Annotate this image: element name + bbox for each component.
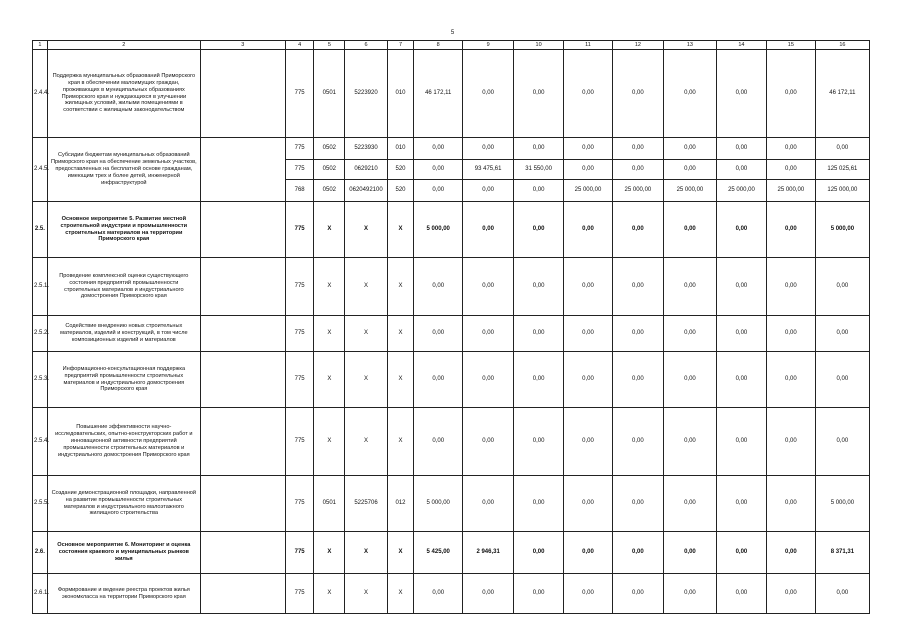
row-description: Содействие внедрению новых строительных материалов, изделий и конструкций, в том числе композиционных изделий и материалов bbox=[47, 316, 200, 352]
amount-cell: 0,00 bbox=[463, 574, 514, 614]
amount-cell: 0,00 bbox=[612, 476, 663, 532]
amount-cell: 0,00 bbox=[663, 352, 716, 408]
amount-cell: 93 475,61 bbox=[463, 160, 514, 180]
code-cell: 775 bbox=[285, 138, 314, 160]
amount-cell: 0,00 bbox=[815, 138, 869, 160]
amount-cell: 0,00 bbox=[716, 574, 766, 614]
amount-cell: 25 000,00 bbox=[612, 180, 663, 202]
amount-cell: 0,00 bbox=[716, 50, 766, 138]
table-row bbox=[33, 574, 870, 614]
amount-cell: 46 172,11 bbox=[414, 50, 463, 138]
amount-cell: 0,00 bbox=[612, 50, 663, 138]
amount-cell: 0,00 bbox=[612, 408, 663, 476]
code-cell: 0629210 bbox=[345, 160, 387, 180]
code-cell: 775 bbox=[285, 258, 314, 316]
row-description: Основное мероприятие 6. Мониторинг и оценка состояния краевого и муниципальных рынков жилья bbox=[47, 532, 200, 574]
code-cell: 775 bbox=[285, 408, 314, 476]
amount-cell: 0,00 bbox=[663, 138, 716, 160]
code-cell: X bbox=[345, 408, 387, 476]
amount-cell: 0,00 bbox=[463, 316, 514, 352]
column-header: 15 bbox=[766, 41, 815, 50]
amount-cell: 25 000,00 bbox=[766, 180, 815, 202]
responsible-cell bbox=[200, 50, 285, 138]
amount-cell: 0,00 bbox=[612, 352, 663, 408]
table-row bbox=[33, 138, 870, 160]
row-description: Повышение эффективности научно-исследовательских, опытно-конструкторских работ и инновационной активности предприятий промышленности строительных материалов и индустриального домостроения Приморского края bbox=[47, 408, 200, 476]
row-description: Проведение комплексной оценки существующего состояния предприятий промышленности строительных материалов и индустриального домостроения Приморского края bbox=[47, 258, 200, 316]
amount-cell: 5 000,00 bbox=[414, 202, 463, 258]
responsible-cell bbox=[200, 352, 285, 408]
amount-cell: 8 371,31 bbox=[815, 532, 869, 574]
code-cell: X bbox=[387, 202, 414, 258]
column-header: 12 bbox=[612, 41, 663, 50]
amount-cell: 0,00 bbox=[612, 258, 663, 316]
amount-cell: 0,00 bbox=[716, 258, 766, 316]
code-cell: 520 bbox=[387, 160, 414, 180]
amount-cell: 0,00 bbox=[514, 352, 564, 408]
amount-cell: 0,00 bbox=[414, 316, 463, 352]
code-cell: 0620492100 bbox=[345, 180, 387, 202]
amount-cell: 0,00 bbox=[716, 408, 766, 476]
amount-cell: 0,00 bbox=[815, 316, 869, 352]
amount-cell: 0,00 bbox=[514, 138, 564, 160]
amount-cell: 25 000,00 bbox=[564, 180, 613, 202]
amount-cell: 2 946,31 bbox=[463, 532, 514, 574]
column-header: 11 bbox=[564, 41, 613, 50]
code-cell: X bbox=[314, 408, 345, 476]
column-header: 7 bbox=[387, 41, 414, 50]
code-cell: X bbox=[314, 316, 345, 352]
table-row bbox=[33, 258, 870, 316]
code-cell: 775 bbox=[285, 202, 314, 258]
column-header: 13 bbox=[663, 41, 716, 50]
amount-cell: 0,00 bbox=[564, 316, 613, 352]
row-description: Создание демонстрационной площадки, направленной на развитие промышленности строительных материалов и индустриального малоэтажного жилищного строительства bbox=[47, 476, 200, 532]
amount-cell: 0,00 bbox=[612, 160, 663, 180]
amount-cell: 0,00 bbox=[766, 258, 815, 316]
amount-cell: 0,00 bbox=[414, 408, 463, 476]
responsible-cell bbox=[200, 574, 285, 614]
row-id: 2.5.2. bbox=[33, 316, 48, 352]
table-row bbox=[33, 202, 870, 258]
code-cell: 768 bbox=[285, 180, 314, 202]
amount-cell: 0,00 bbox=[414, 258, 463, 316]
row-id: 2.5. bbox=[33, 202, 48, 258]
amount-cell: 0,00 bbox=[766, 202, 815, 258]
code-cell: 775 bbox=[285, 160, 314, 180]
amount-cell: 125 000,00 bbox=[815, 180, 869, 202]
code-cell: X bbox=[345, 352, 387, 408]
code-cell: X bbox=[314, 352, 345, 408]
amount-cell: 0,00 bbox=[716, 202, 766, 258]
amount-cell: 0,00 bbox=[663, 316, 716, 352]
amount-cell: 0,00 bbox=[463, 180, 514, 202]
amount-cell: 0,00 bbox=[514, 180, 564, 202]
column-header: 10 bbox=[514, 41, 564, 50]
row-description: Поддержка муниципальных образований Приморского края в обеспечении малоимущих граждан, проживающих в муниципальных образованиях Приморского края и нуждающихся в улучшении жилищных условий, жилыми помещениями в соответствии с жилищным законодательством bbox=[47, 50, 200, 138]
code-cell: 5223930 bbox=[345, 138, 387, 160]
amount-cell: 0,00 bbox=[663, 160, 716, 180]
amount-cell: 5 000,00 bbox=[815, 476, 869, 532]
amount-cell: 0,00 bbox=[663, 408, 716, 476]
row-description: Формирование и ведение реестра проектов жилья экономкласса на территории Приморского края bbox=[47, 574, 200, 614]
code-cell: 010 bbox=[387, 138, 414, 160]
amount-cell: 5 000,00 bbox=[414, 476, 463, 532]
row-id: 2.5.5. bbox=[33, 476, 48, 532]
amount-cell: 0,00 bbox=[514, 258, 564, 316]
amount-cell: 0,00 bbox=[564, 160, 613, 180]
amount-cell: 0,00 bbox=[716, 532, 766, 574]
amount-cell: 0,00 bbox=[414, 138, 463, 160]
amount-cell: 0,00 bbox=[463, 202, 514, 258]
amount-cell: 0,00 bbox=[414, 180, 463, 202]
column-header: 16 bbox=[815, 41, 869, 50]
responsible-cell bbox=[200, 138, 285, 202]
amount-cell: 0,00 bbox=[766, 138, 815, 160]
amount-cell: 0,00 bbox=[463, 258, 514, 316]
column-header: 1 bbox=[33, 41, 48, 50]
amount-cell: 0,00 bbox=[815, 408, 869, 476]
code-cell: 0501 bbox=[314, 476, 345, 532]
header-row bbox=[33, 41, 870, 50]
amount-cell: 0,00 bbox=[514, 574, 564, 614]
amount-cell: 5 425,00 bbox=[414, 532, 463, 574]
code-cell: X bbox=[387, 408, 414, 476]
amount-cell: 0,00 bbox=[514, 408, 564, 476]
amount-cell: 0,00 bbox=[766, 316, 815, 352]
code-cell: X bbox=[345, 202, 387, 258]
amount-cell: 0,00 bbox=[514, 476, 564, 532]
code-cell: X bbox=[387, 352, 414, 408]
amount-cell: 5 000,00 bbox=[815, 202, 869, 258]
column-header: 4 bbox=[285, 41, 314, 50]
code-cell: X bbox=[345, 532, 387, 574]
column-header: 2 bbox=[47, 41, 200, 50]
table-row bbox=[33, 352, 870, 408]
responsible-cell bbox=[200, 316, 285, 352]
amount-cell: 25 000,00 bbox=[716, 180, 766, 202]
table-row bbox=[33, 408, 870, 476]
row-description: Основное мероприятие 5. Развитие местной строительной индустрии и промышленности строительных материалов на территории Приморского края bbox=[47, 202, 200, 258]
table-row bbox=[33, 316, 870, 352]
code-cell: 010 bbox=[387, 50, 414, 138]
code-cell: 520 bbox=[387, 180, 414, 202]
code-cell: X bbox=[314, 532, 345, 574]
amount-cell: 0,00 bbox=[663, 532, 716, 574]
code-cell: 0501 bbox=[314, 50, 345, 138]
amount-cell: 125 025,61 bbox=[815, 160, 869, 180]
amount-cell: 0,00 bbox=[766, 408, 815, 476]
amount-cell: 0,00 bbox=[766, 50, 815, 138]
amount-cell: 0,00 bbox=[766, 160, 815, 180]
amount-cell: 0,00 bbox=[663, 574, 716, 614]
row-description: Субсидии бюджетам муниципальных образований Приморского края на обеспечение земельных участков, предоставленных на бесплатной основе гражданам, имеющим трех и более детей, инженерной инфраструктурой bbox=[47, 138, 200, 202]
code-cell: X bbox=[314, 258, 345, 316]
amount-cell: 0,00 bbox=[663, 202, 716, 258]
amount-cell: 0,00 bbox=[663, 258, 716, 316]
amount-cell: 0,00 bbox=[564, 138, 613, 160]
column-header: 14 bbox=[716, 41, 766, 50]
code-cell: X bbox=[314, 574, 345, 614]
amount-cell: 0,00 bbox=[716, 316, 766, 352]
amount-cell: 0,00 bbox=[766, 574, 815, 614]
row-id: 2.4.4. bbox=[33, 50, 48, 138]
responsible-cell bbox=[200, 532, 285, 574]
amount-cell: 0,00 bbox=[514, 202, 564, 258]
amount-cell: 0,00 bbox=[414, 352, 463, 408]
amount-cell: 0,00 bbox=[663, 476, 716, 532]
table-row bbox=[33, 50, 870, 138]
code-cell: X bbox=[314, 202, 345, 258]
table-row bbox=[33, 476, 870, 532]
row-id: 2.6.1. bbox=[33, 574, 48, 614]
responsible-cell bbox=[200, 408, 285, 476]
row-description: Информационно-консультационная поддержка предприятий промышленности строительных материалов и индустриального домостроения Приморского края bbox=[47, 352, 200, 408]
code-cell: 775 bbox=[285, 50, 314, 138]
amount-cell: 0,00 bbox=[564, 532, 613, 574]
amount-cell: 0,00 bbox=[463, 50, 514, 138]
code-cell: 775 bbox=[285, 532, 314, 574]
amount-cell: 0,00 bbox=[716, 476, 766, 532]
amount-cell: 0,00 bbox=[663, 50, 716, 138]
row-id: 2.5.3. bbox=[33, 352, 48, 408]
amount-cell: 25 000,00 bbox=[663, 180, 716, 202]
code-cell: 775 bbox=[285, 574, 314, 614]
code-cell: 0502 bbox=[314, 138, 345, 160]
amount-cell: 0,00 bbox=[564, 50, 613, 138]
amount-cell: 0,00 bbox=[815, 258, 869, 316]
code-cell: 0502 bbox=[314, 160, 345, 180]
amount-cell: 0,00 bbox=[612, 138, 663, 160]
code-cell: 012 bbox=[387, 476, 414, 532]
row-id: 2.4.5. bbox=[33, 138, 48, 202]
amount-cell: 0,00 bbox=[564, 258, 613, 316]
code-cell: 775 bbox=[285, 476, 314, 532]
responsible-cell bbox=[200, 476, 285, 532]
code-cell: X bbox=[387, 574, 414, 614]
code-cell: 775 bbox=[285, 316, 314, 352]
amount-cell: 0,00 bbox=[612, 202, 663, 258]
amount-cell: 0,00 bbox=[815, 352, 869, 408]
code-cell: 775 bbox=[285, 352, 314, 408]
amount-cell: 0,00 bbox=[564, 476, 613, 532]
column-header: 6 bbox=[345, 41, 387, 50]
column-header: 3 bbox=[200, 41, 285, 50]
code-cell: X bbox=[345, 316, 387, 352]
amount-cell: 0,00 bbox=[766, 352, 815, 408]
amount-cell: 0,00 bbox=[463, 138, 514, 160]
amount-cell: 0,00 bbox=[414, 160, 463, 180]
table-row bbox=[33, 532, 870, 574]
budget-table bbox=[32, 40, 870, 614]
amount-cell: 46 172,11 bbox=[815, 50, 869, 138]
amount-cell: 0,00 bbox=[815, 574, 869, 614]
column-header: 5 bbox=[314, 41, 345, 50]
amount-cell: 0,00 bbox=[414, 574, 463, 614]
amount-cell: 0,00 bbox=[612, 316, 663, 352]
amount-cell: 0,00 bbox=[514, 50, 564, 138]
amount-cell: 0,00 bbox=[612, 574, 663, 614]
row-id: 2.5.4. bbox=[33, 408, 48, 476]
column-header: 9 bbox=[463, 41, 514, 50]
row-id: 2.5.1. bbox=[33, 258, 48, 316]
code-cell: X bbox=[387, 316, 414, 352]
code-cell: X bbox=[345, 258, 387, 316]
amount-cell: 0,00 bbox=[564, 574, 613, 614]
responsible-cell bbox=[200, 202, 285, 258]
amount-cell: 31 550,00 bbox=[514, 160, 564, 180]
responsible-cell bbox=[200, 258, 285, 316]
amount-cell: 0,00 bbox=[716, 138, 766, 160]
code-cell: 5223920 bbox=[345, 50, 387, 138]
amount-cell: 0,00 bbox=[564, 352, 613, 408]
amount-cell: 0,00 bbox=[716, 352, 766, 408]
code-cell: 0502 bbox=[314, 180, 345, 202]
amount-cell: 0,00 bbox=[463, 408, 514, 476]
amount-cell: 0,00 bbox=[716, 160, 766, 180]
amount-cell: 0,00 bbox=[766, 532, 815, 574]
amount-cell: 0,00 bbox=[463, 352, 514, 408]
code-cell: X bbox=[345, 574, 387, 614]
column-header: 8 bbox=[414, 41, 463, 50]
code-cell: 5225706 bbox=[345, 476, 387, 532]
amount-cell: 0,00 bbox=[564, 202, 613, 258]
page-number: 5 bbox=[450, 30, 455, 36]
amount-cell: 0,00 bbox=[766, 476, 815, 532]
code-cell: X bbox=[387, 258, 414, 316]
amount-cell: 0,00 bbox=[564, 408, 613, 476]
amount-cell: 0,00 bbox=[514, 316, 564, 352]
amount-cell: 0,00 bbox=[463, 476, 514, 532]
amount-cell: 0,00 bbox=[514, 532, 564, 574]
code-cell: X bbox=[387, 532, 414, 574]
row-id: 2.6. bbox=[33, 532, 48, 574]
amount-cell: 0,00 bbox=[612, 532, 663, 574]
